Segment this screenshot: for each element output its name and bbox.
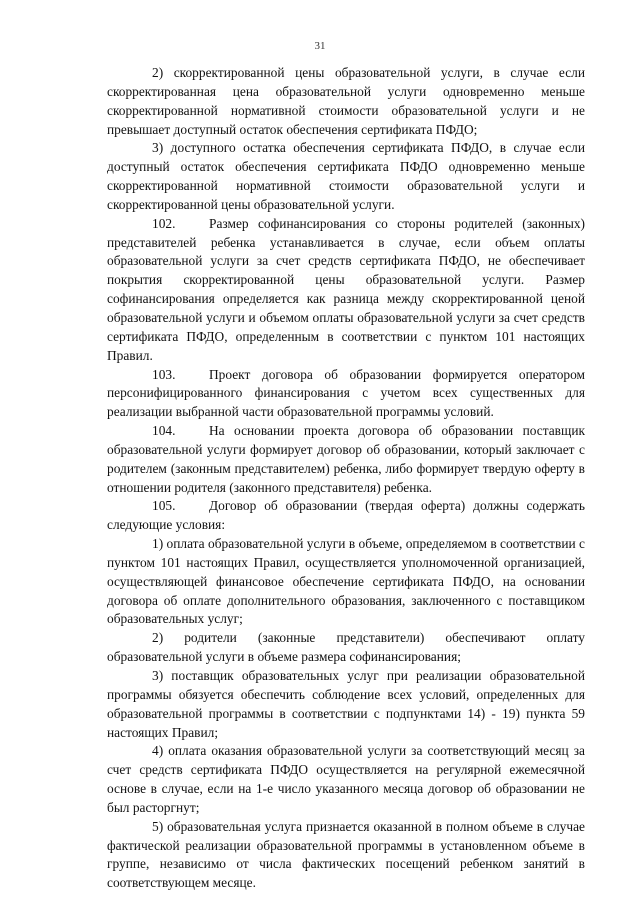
- condition-3: 3) поставщик образовательных услуг при реализации образовательной программы обязуется обеспечить соблюдение всех условий, определенных для образовательной программы в соответствии с подпунктами 14) - 19) пункта 59 настоящих Правил;: [107, 668, 585, 740]
- condition-5: 5) образовательная услуга признается оказанной в полном объеме в случае фактической реализации образовательной программы в установленном объеме в группе, независимо от числа фактических посещений ребенком занятий в соответствующем месяце.: [107, 818, 585, 891]
- paragraph-number: 104.: [152, 423, 176, 439]
- paragraph-number: 103.: [152, 366, 176, 382]
- document-body: [107, 64, 585, 893]
- paragraph-number: 102.: [152, 215, 176, 231]
- condition-2: 2) родители (законные представители) обеспечивают оплату образовательной услуги в объеме размера софинансирования;: [107, 630, 585, 665]
- subitem-3: 3) доступного остатка обеспечения сертификата ПФДО, в случае если доступный остаток обеспечения сертификата ПФДО одновременно меньше скорректированной нормативной стоимости образовательной услуги и скорректированной цены образовательной услуги.: [107, 140, 585, 212]
- condition-4: 4) оплата оказания образовательной услуги за соответствующий месяц за счет средств сертификата ПФДО осуществляется на регулярной ежемесячной основе в случае, если на 1-е число указанного месяца договор об образовании не был расторгнут;: [107, 743, 585, 815]
- page-number: 31: [314, 40, 326, 52]
- subitem-2: 2) скорректированной цены образовательной услуги, в случае если скорректированная цена образовательной услуги одновременно меньше скорректированной нормативной стоимости образовательной услуги и не превышает доступный остаток обеспечения сертификата ПФДО;: [107, 65, 585, 137]
- paragraph-number: 105.: [152, 498, 176, 514]
- paragraph-104: 104. На основании проекта договора об образовании поставщик образовательной услуги формирует договор об образовании, который заключает с родителем (законным представителем) ребенка, либо формирует твердую оферту в отношении родителя (законного представителя) ребенка.: [107, 423, 585, 495]
- paragraph-103: 103. Проект договора об образовании формируется оператором персонифицированного финансирования с учетом всех существенных для реализации выбранной части образовательной программы условий.: [107, 366, 585, 420]
- condition-1: 1) оплата образовательной услуги в объеме, определяемом в соответствии с пунктом 101 настоящих Правил, осуществляется уполномоченной организацией, осуществляющей финансовое обеспечение сертификата ПФДО, на основании договора об оплате дополнительного образования, заключенного с поставщиком образовательных услуг;: [107, 536, 585, 627]
- paragraph-102: 102. Размер софинансирования со стороны родителей (законных) представителей ребенка устанавливается в случае, если объем оплаты образовательной услуги за счет средств сертификата ПФДО, не обеспечивает покрытия скорректированной цены образовательной услуги. Размер софинансирования определяется как разница между скорректированной ценой образовательной услуги и объемом оплаты образовательной услуги за счет средств сертификата ПФДО, определенным в соответствии с пунктом 101 настоящих Правил.: [107, 215, 585, 363]
- paragraph-105: 105. Договор об образовании (твердая оферта) должны содержать следующие условия:: [107, 498, 585, 533]
